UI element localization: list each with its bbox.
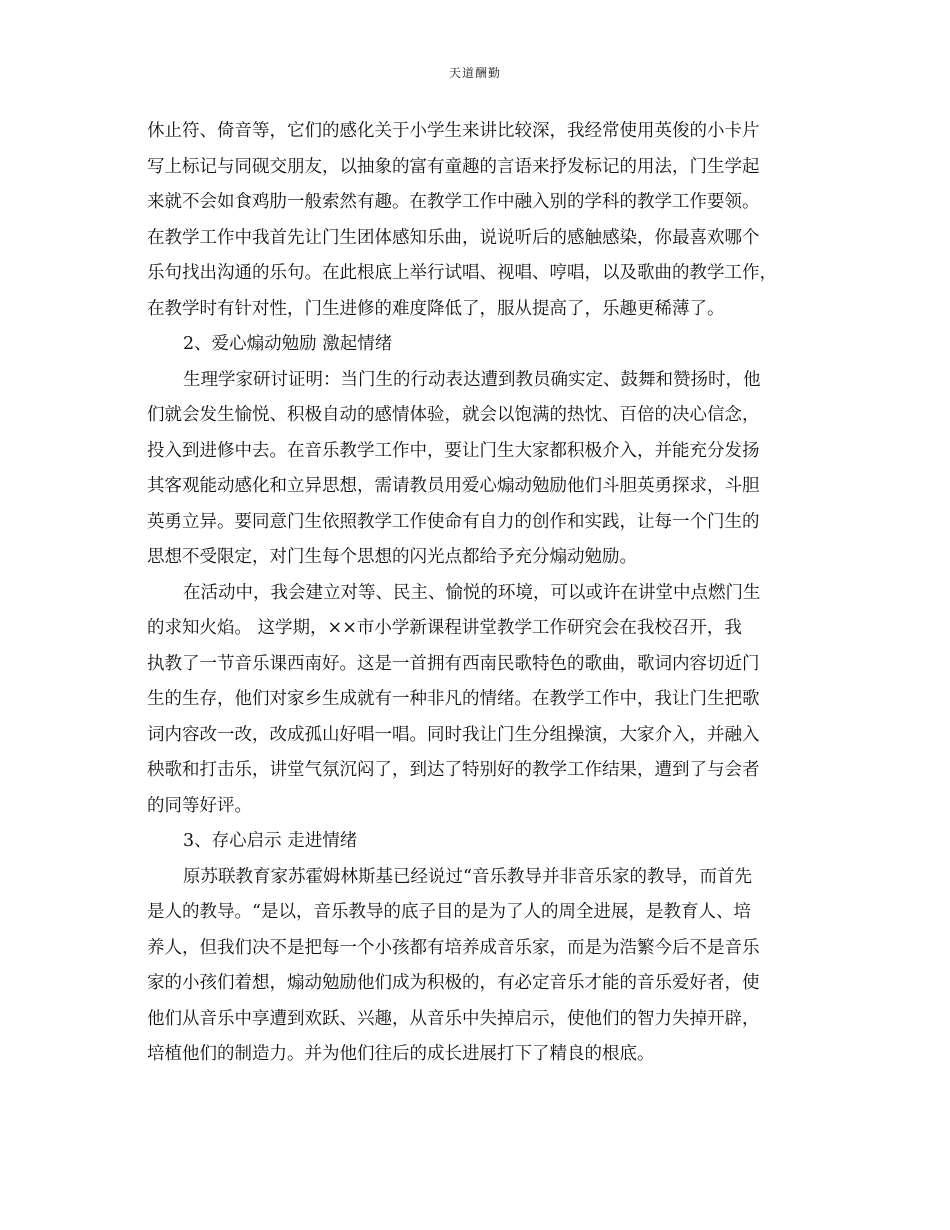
text-line: 他们从音乐中享遭到欢跃、兴趣，从音乐中失掉启示，使他们的智力失掉开辟， xyxy=(147,1008,760,1029)
text-line: 们就会发生愉悦、积极自动的感情体验，就会以饱满的热忱、百倍的决心信念， xyxy=(147,405,760,425)
text-line: 在教学工作中我首先让门生团体感知乐曲，说说听后的感触感染，你最喜欢哪个 xyxy=(147,227,760,248)
text-line: 是人的教导。“是以，音乐教导的底子目的是为了人的周全进展，是教育人、培 xyxy=(147,902,751,922)
text-line: 秧歌和打击乐，讲堂气氛沉闷了，到达了特别好的教学工作结果，遭到了与会者 xyxy=(147,760,760,780)
text-line: 原苏联教育家苏霍姆林斯基已经说过“音乐教导并非音乐家的教导，而首先 xyxy=(183,866,752,887)
text-line: 写上标记与同砚交朋友，以抽象的富有童趣的言语来抒发标记的用法，门生学起 xyxy=(147,156,760,177)
text-line: 养人，但我们决不是把每一个小孩都有培养成音乐家，而是为浩繁今后不是音乐 xyxy=(147,937,760,958)
text-line: 休止符、倚音等，它们的感化关于小学生来讲比较深，我经常使用英俊的小卡片 xyxy=(147,121,760,141)
text-line: 2、爱心煽动勉励 激起情绪 xyxy=(183,334,393,354)
text-line: 培植他们的制造力。并为他们往后的成长进展打下了精良的根底。 xyxy=(147,1044,655,1064)
text-line: 生的生存，他们对家乡生成就有一种非凡的情绪。在教学工作中，我让门生把歌 xyxy=(147,689,760,709)
text-line: 生理学家研讨证明：当门生的行动表达遭到教员确实定、鼓舞和赞扬时，他 xyxy=(183,369,761,390)
text-line: 在教学时有针对性，门生进修的难度降低了，服从提高了，乐趣更稀薄了。 xyxy=(147,298,725,319)
text-line: 家的小孩们着想，煽动勉励他们成为积极的，有必定音乐才能的音乐爱好者，使 xyxy=(147,973,760,993)
text-line: 3、存心启示 走进情绪 xyxy=(183,831,358,851)
text-line: 其客观能动感化和立异思想，需请教员用爱心煽动勉励他们斗胆英勇探求，斗胆 xyxy=(147,476,760,496)
text-line: 投入到进修中去。在音乐教学工作中，要让门生大家都积极介入，并能充分发扬 xyxy=(147,440,760,461)
text-line: 来就不会如食鸡肋一般索然有趣。在教学工作中融入别的学科的教学工作要领。 xyxy=(147,192,760,212)
text-line: 思想不受限定，对门生每个思想的闪光点都给予充分煽动勉励。 xyxy=(147,547,637,567)
text-line: 在活动中，我会建立对等、民主、愉悦的环境，可以或许在讲堂中点燃门生 xyxy=(183,582,761,603)
page-header: 天道酬勤 xyxy=(448,66,501,80)
text-line: 的同等好评。 xyxy=(147,795,252,816)
text-line: 执教了一节音乐课西南好。这是一首拥有西南民歌特色的歌曲，歌词内容切近门 xyxy=(147,653,760,674)
text-line: 词内容改一改，改成孤山好唱一唱。同时我让门生分组操演，大家介入，并融入 xyxy=(147,724,760,745)
document-body xyxy=(147,114,819,1073)
text-line: 乐句找出沟通的乐句。在此根底上举行试唱、视唱、哼唱，以及歌曲的教学工作， xyxy=(147,263,777,283)
text-line: 的求知火焰。 这学期，××市小学新课程讲堂教学工作研究会在我校召开，我 xyxy=(147,618,742,638)
text-line: 英勇立异。要同意门生依照教学工作使命有自力的创作和实践，让每一个门生的 xyxy=(147,511,760,532)
